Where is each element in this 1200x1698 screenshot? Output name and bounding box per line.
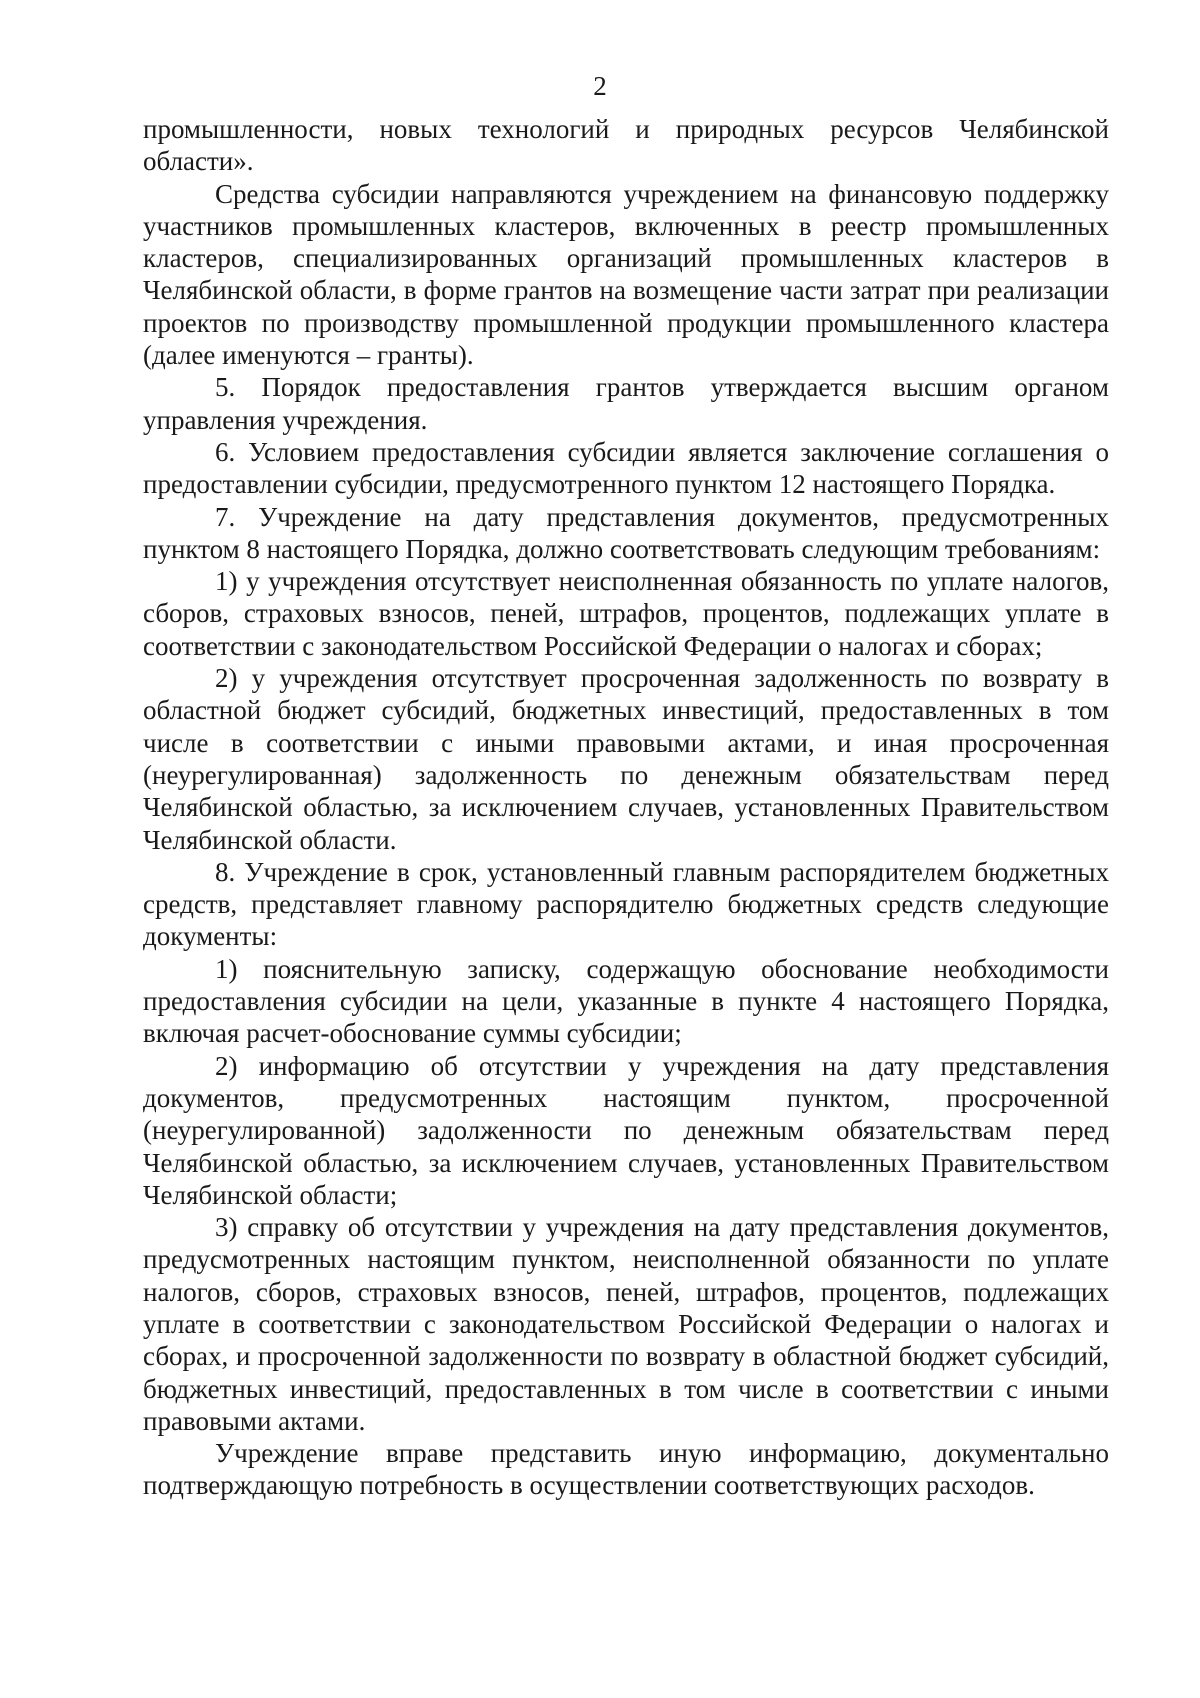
paragraph-item-5: 5. Порядок предоставления грантов утверждается высшим органом управления учреждения. <box>143 372 1109 435</box>
page-number: 2 <box>593 71 607 101</box>
paragraph-item-7: 7. Учреждение на дату представления документов, предусмотренных пунктом 8 настоящего Порядка, должно соответствовать следующим требованиям: <box>143 501 1109 564</box>
paragraph-item-7-sub-2: 2) у учреждения отсутствует просроченная задолженность по возврату в областной бюджет субсидий, бюджетных инвестиций, предоставленных в том числе в соответствии с иными правовыми актами, и иная просроченная (неурегулированная) задолженность по денежным обязательствам перед Челябинской областью, за исключением случаев, установленных Правительством Челябинской области. <box>143 663 1109 855</box>
paragraph-subsidy-funds: Средства субсидии направляются учреждением на финансовую поддержку участников промышленных кластеров, включенных в реестр промышленных кластеров, специализированных организаций промышленных кластеров в Челябинской области, в форме грантов на возмещение части затрат при реализации проектов по производству промышленной продукции промышленного кластера (далее именуются – гранты). <box>143 178 1109 371</box>
paragraph-item-8-sub-3: 3) справку об отсутствии у учреждения на дату представления документов, предусмотренных настоящим пунктом, неисполненной обязанности по уплате налогов, сборов, страховых взносов, пеней, штрафов, процентов, подлежащих уплате в соответствии с законодательством Российской Федерации о налогах и сборах, и просроченной задолженности по возврату в областной бюджет субсидий, бюджетных инвестиций, предоставленных в том числе в соответствии с иными правовыми актами. <box>143 1212 1109 1436</box>
paragraph-item-8-sub-1: 1) пояснительную записку, содержащую обоснование необходимости предоставления субсидии на цели, указанные в пункте 4 настоящего Порядка, включая расчет-обоснование суммы субсидии; <box>143 953 1109 1049</box>
paragraph-item-7-sub-1: 1) у учреждения отсутствует неисполненная обязанность по уплате налогов, сборов, страховых взносов, пеней, штрафов, процентов, подлежащих уплате в соответствии с законодательством Российской Федерации о налогах и сборах; <box>143 566 1109 661</box>
paragraph-item-6: 6. Условием предоставления субсидии является заключение соглашения о предоставлении субсидии, предусмотренного пунктом 12 настоящего Порядка. <box>143 436 1109 500</box>
paragraph-continuation: промышленности, новых технологий и природных ресурсов Челябинской области». <box>143 114 1109 177</box>
paragraph-item-8-sub-2: 2) информацию об отсутствии у учреждения на дату представления документов, предусмотренных настоящим пунктом, просроченной (неурегулированной) задолженности по денежным обязательствам перед Челябинской областью, за исключением случаев, установленных Правительством Челябинской области; <box>143 1050 1109 1210</box>
document-body <box>143 113 1109 1502</box>
paragraph-additional-info: Учреждение вправе представить иную информацию, документально подтверждающую потребность в осуществлении соответствующих расходов. <box>143 1438 1109 1501</box>
paragraph-item-8: 8. Учреждение в срок, установленный главным распорядителем бюджетных средств, представляет главному распорядителю бюджетных средств следующие документы: <box>143 856 1109 952</box>
